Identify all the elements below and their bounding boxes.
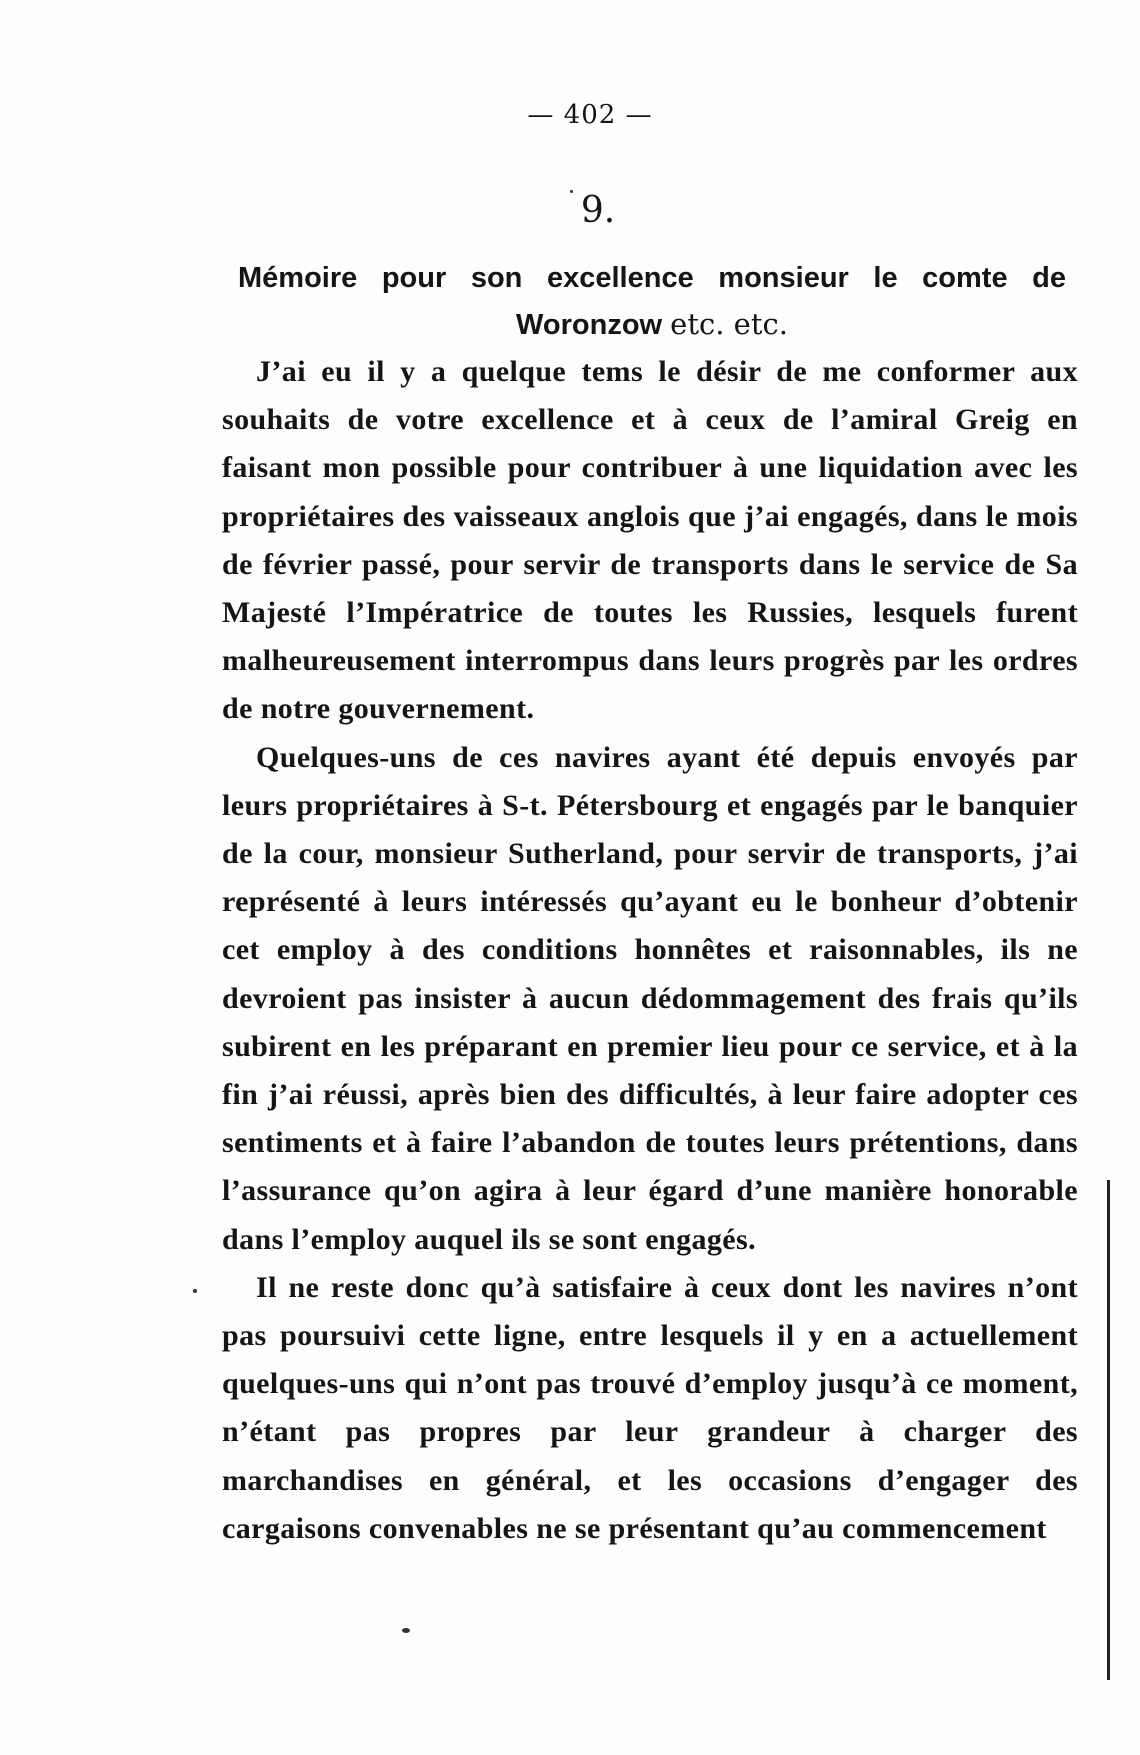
- paragraph-3: Il ne reste donc qu’à satisfaire à ceux dont les navires n’ont pas poursuivi cette ligne, entre lesquels il y en a actuellement quelques-uns qui n’ont pas trouvé d’employ jusqu’à ce moment, n’étant pas propres par leur grandeur à charger des marchandises en général, et les occasions d’engager des cargaisons convenables ne se présentant qu’au commencement: [222, 1270, 1078, 1545]
- section-title: [238, 255, 1066, 348]
- section-number: 9.: [580, 190, 616, 231]
- paragraph-2: Quelques-uns de ces navires ayant été depuis envoyés par leurs propriétaires à S-t. Pétersbourg et engagés par le banquier de la cour, monsieur Sutherland, pour servir de transports, j’ai représenté à leurs intéressés qu’ayant eu le bonheur d’obtenir cet employ à des conditions honnêtes et raisonnables, ils ne devroient pas insister à aucun dédommagement des frais qu’ils subirent en les préparant en premier lieu pour ce service, et à la fin j’ai réussi, après bien des difficultés, à leur faire adopter ces sentiments et à faire l’abandon de toutes leurs prétentions, dans l’assurance qu’on agira à leur égard d’une manière honorable dans l’employ auquel ils se sont engagés.: [222, 740, 1078, 1256]
- section-title-main: Mémoire pour son excellence monsieur le comte de Woronzow: [238, 262, 1066, 341]
- paragraph-1: J’ai eu il y a quelque tems le désir de me conformer aux souhaits de votre excellence et à ceux de l’amiral Greig en faisant mon possible pour contribuer à une liquidation avec les propriétaires des vaisseaux anglois que j’ai engagés, dans le mois de février passé, pour servir de transports dans le service de Sa Majesté l’Impératrice de toutes les Russies, lesquels furent malheureusement interrompus dans leurs progrès par les ordres de notre gouvernement.: [222, 355, 1078, 726]
- page-number: — 402 —: [527, 100, 653, 130]
- scan-speck: [570, 190, 573, 193]
- scan-speck: [402, 1628, 410, 1633]
- section-title-tail: etc. etc.: [670, 307, 788, 341]
- scan-speck: [193, 1289, 197, 1293]
- scan-edge-line: [1107, 1180, 1110, 1680]
- body-text: [222, 348, 1078, 1553]
